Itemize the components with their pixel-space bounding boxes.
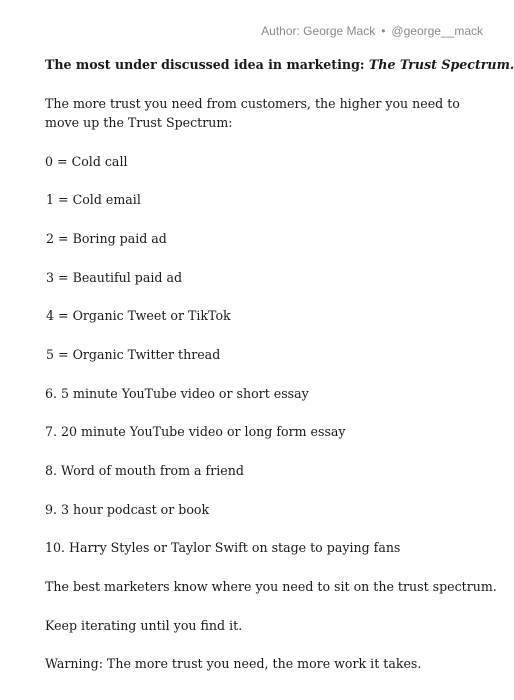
spectrum-item-10: 10. Harry Styles or Taylor Swift on stage to paying fans (45, 540, 401, 556)
byline-separator: • (381, 24, 386, 38)
author-byline (261, 24, 483, 38)
spectrum-item-9: 9. 3 hour podcast or book (45, 501, 210, 517)
spectrum-item-6: 6. 5 minute YouTube video or short essay (45, 385, 309, 401)
spectrum-item-5: 5 = Organic Twitter thread (46, 346, 221, 362)
trust-spectrum-list (45, 152, 475, 558)
spectrum-item-0: 0 = Cold call (45, 153, 128, 169)
article-body (45, 55, 514, 674)
spectrum-item-4: 4 = Organic Tweet or TikTok (46, 308, 231, 324)
headline (45, 55, 514, 75)
closing-paragraph-2: Keep iterating until you find it. (45, 617, 243, 633)
closing-paragraph-1: The best marketers know where you need to sit on the trust spectrum. (45, 579, 497, 595)
spectrum-item-7: 7. 20 minute YouTube video or long form essay (45, 424, 346, 440)
closing-warning: Warning: The more trust you need, the more work it takes. (45, 656, 422, 672)
headline-emphasis: The Trust Spectrum. (368, 57, 514, 72)
intro-paragraph: The more trust you need from customers, the higher you need to move up the Trust Spectrum: (45, 95, 460, 130)
spectrum-item-1: 1 = Cold email (46, 192, 141, 208)
author-name: Author: George Mack (261, 24, 376, 38)
spectrum-item-3: 3 = Beautiful paid ad (46, 269, 183, 285)
spectrum-item-2: 2 = Boring paid ad (46, 230, 167, 246)
headline-lead: The most under discussed idea in marketing: (45, 57, 369, 72)
spectrum-item-8: 8. Word of mouth from a friend (45, 463, 244, 478)
author-handle: @george__mack (391, 24, 483, 38)
